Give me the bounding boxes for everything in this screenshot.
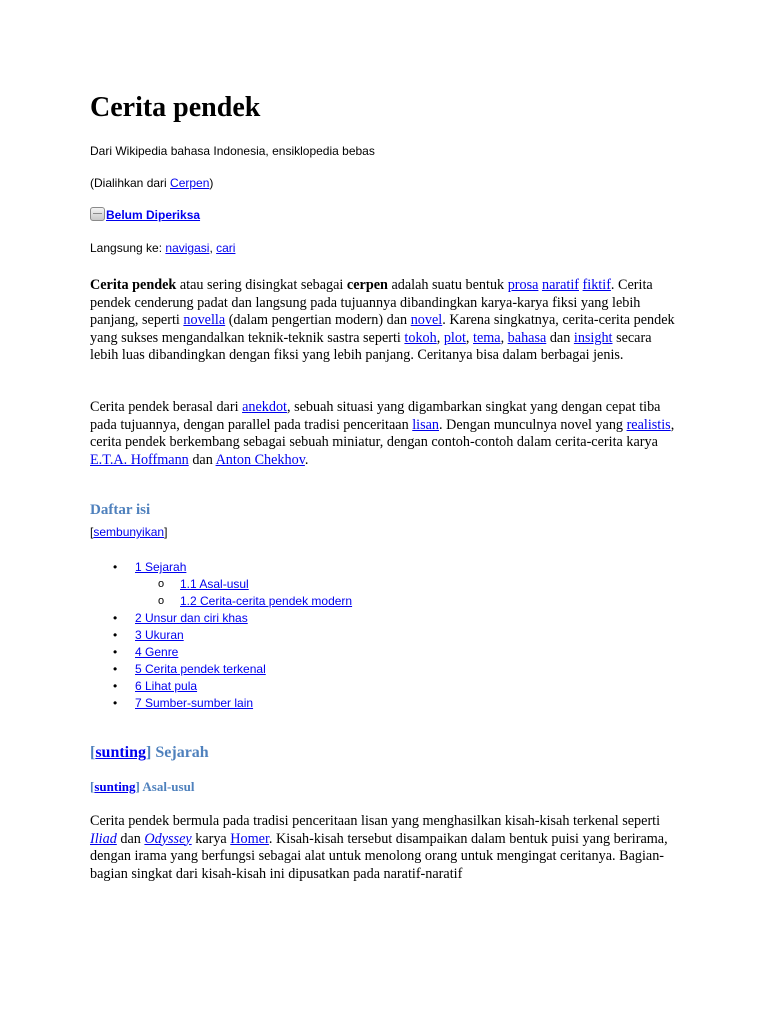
- bullet-icon: •: [113, 611, 118, 625]
- section-heading-sejarah: [sunting] Sejarah: [90, 744, 209, 761]
- text-span: dan: [188, 451, 216, 468]
- redirect-suffix: ): [209, 176, 214, 190]
- toc-item: [90, 559, 352, 576]
- link-insight[interactable]: insight: [573, 329, 613, 346]
- toc-title: Daftar isi: [90, 502, 151, 518]
- jump-to: [90, 240, 235, 256]
- intro-paragraph-1: Cerita pendek atau sering disingkat sebagai cerpen adalah suatu bentuk prosa naratif fiktif. Cerita pendek cenderung padat dan langsung pada tujuannya dibandingkan karya-karya fiksi yang lebih panjang, seperti novella (dalam pengertian modern) dan novel. Karena singkatnya, cerita-cerita pendek yang sukses mengandalkan teknik-teknik sastra seperti tokoh, plot, tema, bahasa dan insight secara lebih luas dibandingkan dengan fiksi yang lebih panjang. Ceritanya bisa dalam berbagai jenis.: [90, 277, 675, 364]
- toc-item: [90, 661, 352, 678]
- term-bold: Cerita pendek: [90, 277, 177, 293]
- link-chekhov[interactable]: Anton Chekhov: [215, 451, 305, 468]
- text-span: (dalam pengertian modern) dan: [225, 312, 411, 329]
- review-status: [90, 207, 200, 223]
- section-heading-asal-usul: [sunting] Asal-usul: [90, 779, 195, 794]
- text-span: karya: [191, 830, 231, 847]
- text-span: , sebuah situasi yang digambarkan singkat yang dengan cepat tiba pada tujuannya, dengan parallel pada tradisi penceritaan: [90, 399, 661, 433]
- text-span: . Dengan munculnya novel yang: [439, 416, 627, 433]
- link-naratif[interactable]: naratif: [541, 277, 579, 293]
- bullet-icon: •: [113, 628, 118, 642]
- link-realistis[interactable]: realistis: [626, 416, 671, 433]
- toc-item: [90, 627, 352, 644]
- toc-link[interactable]: 1.2 Cerita-cerita pendek modern: [180, 594, 353, 608]
- link-lisan[interactable]: lisan: [412, 416, 440, 433]
- toc-item: [90, 695, 352, 712]
- link-hoffmann[interactable]: E.T.A. Hoffmann: [90, 451, 189, 468]
- toc-link[interactable]: 1 Sejarah: [135, 560, 187, 574]
- text-span: atau sering disingkat sebagai: [176, 277, 347, 293]
- toc-link[interactable]: 4 Genre: [135, 645, 179, 659]
- redirect-notice: [90, 175, 213, 191]
- page-title: Cerita pendek: [90, 92, 261, 123]
- site-tagline: Dari Wikipedia bahasa Indonesia, ensiklopedia bebas: [90, 144, 375, 158]
- text-span: , cerita pendek berkembang sebagai sebuah miniatur, dengan contoh-contoh dalam cerita-cerita karya: [90, 416, 675, 451]
- intro-paragraph-2: [90, 399, 680, 469]
- toc-link[interactable]: 7 Sumber-sumber lain: [135, 696, 254, 710]
- link-odyssey[interactable]: Odyssey: [144, 830, 192, 847]
- toc-item: [90, 678, 352, 695]
- text-span: . Cerita pendek cenderung padat dan langsung pada tujuannya dibandingkan karya-karya fiksi yang lebih panjang, seperti: [90, 277, 653, 329]
- link-bahasa[interactable]: bahasa: [507, 329, 547, 346]
- text-span: dan: [546, 329, 574, 346]
- jump-navigation-link[interactable]: navigasi: [165, 241, 210, 255]
- review-flag-icon: [90, 207, 105, 221]
- asal-usul-paragraph: [90, 813, 680, 883]
- link-fiktif[interactable]: fiktif: [582, 277, 611, 293]
- link-tema[interactable]: tema: [473, 329, 501, 346]
- section-title: Sejarah: [155, 744, 209, 761]
- bullet-icon: •: [113, 645, 118, 659]
- circle-bullet-icon: o: [158, 578, 165, 590]
- review-status-link[interactable]: Belum Diperiksa: [106, 208, 201, 222]
- link-tokoh[interactable]: tokoh: [404, 329, 437, 346]
- toc-link[interactable]: 5 Cerita pendek terkenal: [135, 662, 266, 676]
- text-span: secara lebih luas dibandingkan dengan fiksi yang lebih panjang. Ceritanya bisa dalam berbagai jenis.: [90, 329, 652, 364]
- text-span: dan: [116, 830, 145, 847]
- link-prosa[interactable]: prosa: [507, 277, 539, 293]
- edit-section-link[interactable]: sunting: [95, 744, 147, 761]
- text-span: .: [304, 451, 309, 468]
- text-span: . Kisah-kisah tersebut disampaikan dalam bentuk puisi yang berirama, dengan irama yang berfungsi sebagai alat untuk menolong orang untuk mengingat ceritanya. Bagian-bagian singkat dari kisah-kisah ini dipusatkan pada naratif-naratif: [90, 830, 668, 882]
- text-span: Cerita pendek berasal dari: [90, 399, 243, 415]
- bullet-icon: •: [113, 560, 118, 574]
- link-novel[interactable]: novel: [410, 312, 443, 329]
- text-span: Cerita pendek bermula pada tradisi penceritaan lisan yang menghasilkan kisah-kisah terkenal seperti: [90, 813, 661, 829]
- toc-link[interactable]: 2 Unsur dan ciri khas: [135, 611, 248, 625]
- edit-section-link[interactable]: sunting: [94, 779, 136, 794]
- toc-link[interactable]: 3 Ukuran: [135, 628, 184, 642]
- bullet-icon: •: [113, 662, 118, 676]
- toc-item: [90, 593, 352, 610]
- link-anekdot[interactable]: anekdot: [242, 399, 287, 415]
- table-of-contents: [90, 559, 352, 712]
- link-iliad[interactable]: Iliad: [90, 830, 117, 847]
- toc-link[interactable]: 6 Lihat pula: [135, 679, 198, 693]
- jump-prefix: Langsung ke:: [90, 241, 166, 255]
- text-span: adalah suatu bentuk: [387, 277, 508, 293]
- link-plot[interactable]: plot: [443, 329, 466, 346]
- link-novella[interactable]: novella: [183, 312, 226, 329]
- section-title: Asal-usul: [142, 779, 195, 794]
- toc-item: [90, 576, 352, 593]
- jump-search-link[interactable]: cari: [216, 241, 236, 255]
- text-span: . Karena singkatnya, cerita-cerita pendek yang sukses mengandalkan teknik-teknik sastra seperti: [90, 312, 675, 346]
- toc-item: [90, 644, 352, 661]
- toc-link[interactable]: 1.1 Asal-usul: [180, 577, 249, 591]
- bullet-icon: •: [113, 679, 118, 693]
- term-bold: cerpen: [346, 277, 388, 293]
- toc-item: [90, 610, 352, 627]
- redirect-link[interactable]: Cerpen: [170, 176, 210, 190]
- bullet-icon: •: [113, 696, 118, 710]
- redirect-prefix: (Dialihkan dari: [90, 176, 171, 190]
- toc-hide-link[interactable]: sembunyikan: [93, 525, 165, 539]
- jump-separator: ,: [209, 241, 217, 255]
- circle-bullet-icon: o: [158, 595, 165, 607]
- link-homer[interactable]: Homer: [230, 830, 269, 847]
- toc-toggle: [sembunyikan]: [90, 525, 168, 539]
